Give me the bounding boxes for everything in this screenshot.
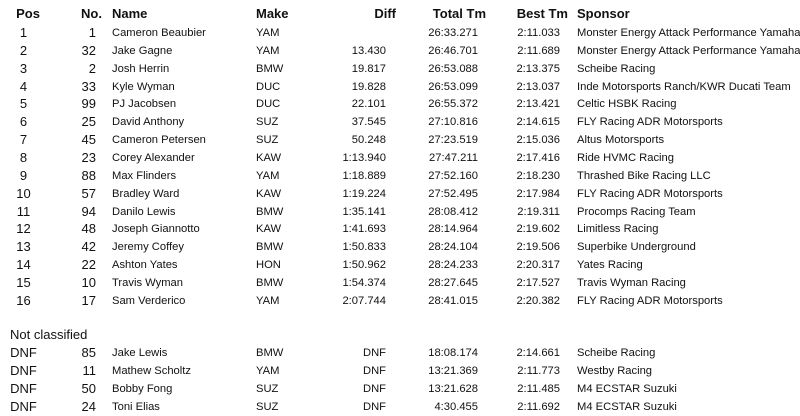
cell-pos: 16 (16, 292, 31, 308)
cell-pos: 15 (16, 274, 31, 290)
cell-pos: 14 (16, 257, 31, 273)
result-row (0, 42, 800, 60)
cell-make: YAM (256, 294, 280, 307)
cell-diff: 1:18.889 (342, 169, 386, 182)
cell-sponsor: M4 ECSTAR Suzuki (577, 400, 677, 413)
cell-best: 2:11.033 (517, 27, 560, 39)
cell-make: KAW (256, 151, 282, 164)
cell-no: 50 (81, 380, 96, 396)
cell-make: DUC (256, 80, 281, 93)
cell-make: BMW (256, 62, 284, 75)
cell-sponsor: Inde Motorsports Ranch/KWR Ducati Team (577, 80, 791, 93)
cell-total: 26:55.372 (428, 98, 478, 111)
cell-make: SUZ (256, 382, 279, 395)
cell-sponsor: FLY Racing ADR Motorsports (577, 116, 723, 129)
cell-no: 45 (81, 132, 96, 148)
header-pos: Pos (16, 6, 40, 21)
cell-pos: 9 (19, 167, 28, 183)
cell-sponsor: M4 ECSTAR Suzuki (577, 382, 677, 395)
cell-name: PJ Jacobsen (112, 98, 177, 111)
cell-total: 28:24.104 (428, 241, 478, 254)
cell-best: 2:20.382 (516, 294, 560, 307)
cell-no: 85 (81, 345, 96, 360)
cell-sponsor: Monster Energy Attack Performance Yamaha (577, 44, 800, 57)
cell-diff: 19.828 (351, 80, 386, 93)
cell-name: Kyle Wyman (112, 80, 175, 93)
cell-best: 2:11.773 (517, 364, 560, 377)
cell-total: 27:52.495 (428, 187, 478, 200)
cell-name: Bobby Fong (112, 382, 173, 395)
cell-name: Joseph Giannotto (112, 223, 200, 236)
cell-name: Danilo Lewis (112, 205, 176, 218)
cell-pos: DNF (10, 345, 37, 360)
cell-sponsor: Scheibe Racing (577, 347, 656, 359)
cell-sponsor: Monster Energy Attack Performance Yamaha (577, 27, 800, 39)
dnf-row (0, 344, 800, 362)
cell-best: 2:11.689 (517, 44, 560, 57)
cell-name: Travis Wyman (112, 276, 183, 289)
cell-total: 28:08.412 (428, 205, 478, 218)
cell-no: 94 (81, 203, 96, 219)
cell-total: 4:30.455 (434, 400, 478, 413)
result-row (0, 95, 800, 113)
cell-make: YAM (256, 27, 280, 39)
cell-best: 2:18.230 (516, 169, 560, 182)
cell-sponsor: Limitless Racing (577, 223, 659, 236)
result-row (0, 220, 800, 238)
result-row (0, 60, 800, 78)
result-row (0, 78, 800, 96)
cell-sponsor: Travis Wyman Racing (577, 276, 686, 289)
cell-total: 26:46.701 (428, 44, 478, 57)
cell-make: SUZ (256, 134, 279, 147)
cell-pos: 11 (16, 203, 31, 219)
cell-no: 2 (88, 60, 96, 76)
cell-diff: DNF (363, 400, 386, 413)
cell-total: 28:41.015 (428, 294, 478, 307)
cell-name: David Anthony (112, 116, 185, 129)
header-diff: Diff (374, 6, 396, 21)
cell-diff: 1:13.940 (342, 151, 386, 164)
cell-pos: 1 (19, 25, 28, 40)
cell-diff: 1:50.833 (342, 241, 386, 254)
cell-no: 25 (81, 114, 96, 130)
cell-total: 13:21.369 (428, 364, 478, 377)
cell-total: 27:47.211 (429, 151, 478, 164)
cell-make: KAW (256, 223, 282, 236)
result-row (0, 203, 800, 221)
cell-no: 32 (81, 42, 96, 58)
cell-diff: 19.817 (351, 62, 386, 75)
result-row (0, 24, 800, 42)
cell-pos: 5 (19, 96, 28, 112)
cell-no: 17 (81, 292, 96, 308)
cell-name: Corey Alexander (112, 151, 195, 164)
cell-total: 28:27.645 (428, 276, 478, 289)
cell-total: 13:21.628 (428, 382, 478, 395)
cell-make: YAM (256, 169, 280, 182)
cell-make: KAW (256, 187, 282, 200)
result-row (0, 185, 800, 203)
cell-diff: 22.101 (351, 98, 386, 111)
cell-sponsor: Scheibe Racing (577, 62, 656, 75)
cell-pos: DNF (10, 362, 37, 378)
cell-make: SUZ (256, 116, 279, 129)
header-row (0, 6, 800, 24)
cell-total: 28:14.964 (428, 223, 478, 236)
result-row (0, 274, 800, 292)
cell-pos: 13 (16, 239, 31, 255)
cell-sponsor: Yates Racing (577, 259, 643, 272)
cell-no: 48 (81, 221, 96, 237)
cell-make: BMW (256, 205, 284, 218)
result-row (0, 149, 800, 167)
header-best: Best Tm (516, 6, 568, 21)
cell-total: 27:10.816 (428, 116, 478, 129)
result-row (0, 131, 800, 149)
cell-best: 2:13.421 (516, 98, 560, 111)
cell-make: BMW (256, 276, 284, 289)
cell-make: DUC (256, 98, 281, 111)
cell-sponsor: Procomps Racing Team (577, 205, 696, 218)
cell-no: 88 (81, 167, 96, 183)
cell-no: 33 (81, 78, 96, 94)
cell-no: 10 (81, 274, 96, 290)
cell-diff: DNF (363, 364, 386, 377)
cell-name: Bradley Ward (112, 187, 180, 200)
cell-best: 2:13.037 (516, 80, 560, 93)
cell-make: BMW (256, 241, 284, 254)
cell-best: 2:15.036 (516, 134, 560, 147)
header-no: No. (81, 6, 102, 21)
cell-diff: 13.430 (351, 44, 386, 57)
cell-name: Jeremy Coffey (112, 241, 184, 254)
cell-diff: 50.248 (351, 134, 386, 147)
cell-no: 1 (88, 25, 96, 40)
cell-pos: 8 (19, 149, 28, 165)
cell-make: HON (256, 259, 281, 272)
result-row (0, 113, 800, 131)
cell-diff: 1:35.141 (342, 205, 386, 218)
result-row (0, 167, 800, 185)
cell-best: 2:11.692 (517, 400, 560, 413)
cell-sponsor: Westby Racing (577, 364, 653, 377)
cell-name: Jake Gagne (112, 44, 173, 57)
cell-sponsor: FLY Racing ADR Motorsports (577, 187, 723, 200)
cell-diff: 1:19.224 (342, 187, 386, 200)
cell-pos: 2 (19, 42, 28, 58)
cell-diff: DNF (363, 347, 386, 359)
cell-no: 23 (81, 149, 96, 165)
cell-name: Toni Elias (112, 400, 160, 413)
cell-pos: DNF (10, 398, 37, 414)
cell-diff: 37.545 (351, 116, 386, 129)
cell-make: BMW (256, 347, 284, 359)
cell-diff: DNF (363, 382, 386, 395)
cell-total: 26:53.099 (428, 80, 478, 93)
cell-name: Max Flinders (112, 169, 177, 182)
cell-pos: 4 (19, 78, 28, 94)
cell-sponsor: Celtic HSBK Racing (577, 98, 677, 111)
result-row (0, 292, 800, 310)
result-row (0, 256, 800, 274)
cell-make: YAM (256, 364, 280, 377)
cell-total: 28:24.233 (428, 259, 478, 272)
cell-make: SUZ (256, 400, 279, 413)
cell-sponsor: Superbike Underground (577, 241, 696, 254)
cell-best: 2:17.984 (516, 187, 560, 200)
cell-total: 27:52.160 (428, 169, 478, 182)
cell-name: Jake Lewis (112, 347, 168, 359)
cell-make: YAM (256, 44, 280, 57)
cell-no: 99 (81, 96, 96, 112)
cell-diff: 1:54.374 (342, 276, 386, 289)
dnf-row (0, 380, 800, 398)
header-sponsor: Sponsor (577, 6, 630, 21)
cell-diff: 1:41.693 (342, 223, 386, 236)
cell-total: 27:23.519 (428, 134, 478, 147)
cell-sponsor: FLY Racing ADR Motorsports (577, 294, 723, 307)
cell-name: Cameron Beaubier (112, 27, 206, 39)
cell-no: 11 (82, 362, 96, 378)
cell-pos: 3 (19, 60, 28, 76)
cell-name: Cameron Petersen (112, 134, 206, 147)
cell-no: 22 (81, 257, 96, 273)
cell-no: 42 (81, 239, 96, 255)
cell-pos: DNF (10, 380, 37, 396)
header-total: Total Tm (432, 6, 486, 21)
cell-best: 2:14.615 (516, 116, 560, 129)
cell-diff: 1:50.962 (342, 259, 386, 272)
cell-best: 2:19.311 (517, 205, 560, 218)
cell-total: 26:33.271 (428, 27, 478, 39)
cell-best: 2:19.506 (516, 241, 560, 254)
cell-total: 26:53.088 (428, 62, 478, 75)
cell-best: 2:19.602 (516, 223, 560, 236)
cell-pos: 6 (19, 114, 28, 130)
cell-best: 2:17.527 (516, 276, 560, 289)
cell-sponsor: Thrashed Bike Racing LLC (577, 169, 711, 182)
dnf-row (0, 362, 800, 380)
cell-total: 18:08.174 (428, 347, 478, 359)
cell-best: 2:14.661 (516, 347, 560, 359)
cell-name: Josh Herrin (112, 62, 170, 75)
not-classified-title: Not classified (10, 327, 88, 342)
cell-pos: 12 (16, 221, 31, 237)
cell-pos: 7 (19, 132, 28, 148)
cell-best: 2:11.485 (517, 382, 560, 395)
cell-sponsor: Altus Motorsports (577, 134, 665, 147)
cell-pos: 10 (16, 185, 31, 201)
cell-name: Mathew Scholtz (112, 364, 191, 377)
cell-diff: 2:07.744 (342, 294, 386, 307)
cell-no: 57 (81, 185, 96, 201)
cell-best: 2:20.317 (516, 259, 560, 272)
cell-sponsor: Ride HVMC Racing (577, 151, 674, 164)
header-name: Name (112, 6, 148, 21)
cell-name: Sam Verderico (112, 294, 186, 307)
cell-name: Ashton Yates (112, 259, 178, 272)
cell-no: 24 (81, 398, 96, 414)
cell-best: 2:17.416 (516, 151, 560, 164)
dnf-row (0, 398, 800, 416)
header-make: Make (256, 6, 289, 21)
cell-best: 2:13.375 (516, 62, 560, 75)
result-row (0, 238, 800, 256)
